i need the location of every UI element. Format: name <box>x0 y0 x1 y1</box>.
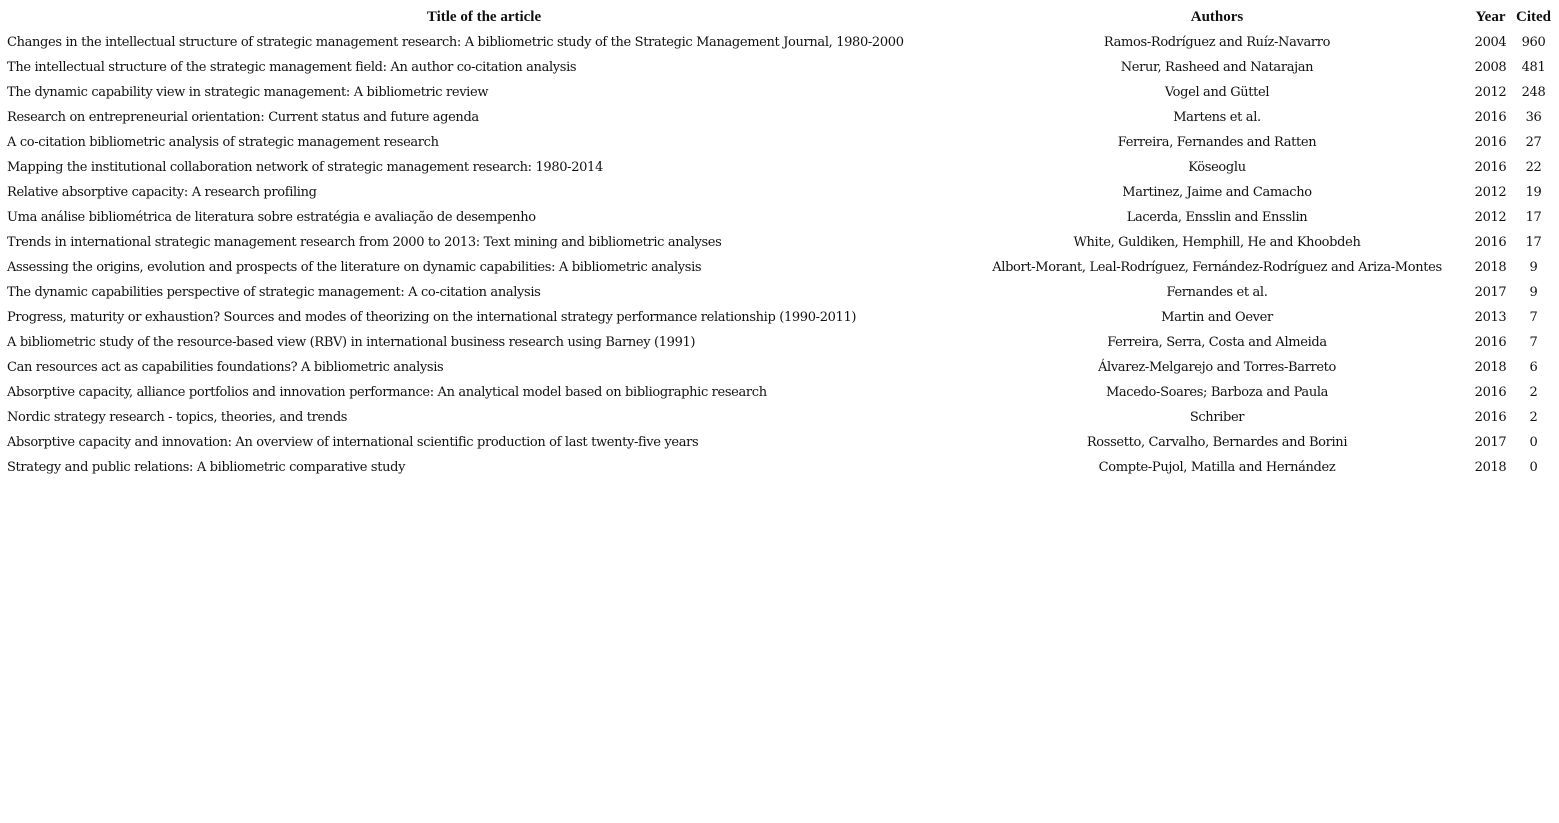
cited-cell: 27 <box>1525 135 1542 150</box>
authors-cell: Ramos-Rodríguez and Ruíz-Navarro <box>1103 35 1331 50</box>
authors-cell: Köseoglu <box>1188 160 1246 175</box>
cited-cell: 9 <box>1529 260 1538 275</box>
header-cited: Cited <box>1516 9 1551 25</box>
year-cell: 2012 <box>1474 85 1507 100</box>
year-cell: 2016 <box>1474 410 1507 425</box>
cited-cell: 17 <box>1525 235 1542 250</box>
cited-cell: 2 <box>1529 410 1538 425</box>
cited-cell: 248 <box>1521 85 1546 100</box>
authors-cell: Nerur, Rasheed and Natarajan <box>1120 60 1314 75</box>
year-cell: 2012 <box>1474 185 1507 200</box>
table-row <box>3 430 1555 455</box>
article-title-cell: Uma análise bibliométrica de literatura sobre estratégia e avaliação de desempenho <box>7 210 536 225</box>
header-year: Year <box>1475 9 1506 25</box>
year-cell: 2016 <box>1474 235 1507 250</box>
authors-cell: Rossetto, Carvalho, Bernardes and Borini <box>1086 435 1348 450</box>
cited-cell: 36 <box>1525 110 1542 125</box>
authors-cell: Vogel and Güttel <box>1164 85 1270 100</box>
authors-cell: Martens et al. <box>1173 110 1261 125</box>
table-row <box>3 305 1555 330</box>
table-row <box>3 105 1555 130</box>
article-title-cell: Mapping the institutional collaboration network of strategic management research: 1980-2014 <box>7 160 603 175</box>
cited-cell: 17 <box>1525 210 1542 225</box>
authors-cell: Albort-Morant, Leal-Rodríguez, Fernández-Rodríguez and Ariza-Montes <box>992 260 1442 275</box>
cited-cell: 22 <box>1525 160 1542 175</box>
authors-cell: Schriber <box>1189 410 1245 425</box>
article-title-cell: The intellectual structure of the strategic management field: An author co-citation analysis <box>7 60 577 75</box>
year-cell: 2004 <box>1474 35 1507 50</box>
articles-table <box>3 5 1555 480</box>
table-row <box>3 330 1555 355</box>
cited-cell: 7 <box>1529 310 1538 325</box>
table-row <box>3 130 1555 155</box>
authors-cell: White, Guldiken, Hemphill, He and Khoobdeh <box>1073 235 1361 250</box>
article-title-cell: A bibliometric study of the resource-based view (RBV) in international business research using Barney (1991) <box>7 335 696 350</box>
article-title-cell: A co-citation bibliometric analysis of strategic management research <box>7 135 439 150</box>
authors-cell: Lacerda, Ensslin and Ensslin <box>1126 210 1308 225</box>
table-row <box>3 180 1555 205</box>
table-row <box>3 155 1555 180</box>
authors-cell: Ferreira, Fernandes and Ratten <box>1117 135 1317 150</box>
article-title-cell: Strategy and public relations: A bibliometric comparative study <box>7 460 406 475</box>
article-title-cell: Relative absorptive capacity: A research profiling <box>7 185 317 200</box>
table-header-row <box>3 5 1555 30</box>
cited-cell: 19 <box>1525 185 1542 200</box>
cited-cell: 7 <box>1529 335 1538 350</box>
authors-cell: Fernandes et al. <box>1166 285 1268 300</box>
authors-cell: Martin and Oever <box>1161 310 1273 325</box>
article-title-cell: Trends in international strategic management research from 2000 to 2013: Text mining and bibliometric analyses <box>7 235 722 250</box>
article-title-cell: Assessing the origins, evolution and prospects of the literature on dynamic capabilities: A bibliometric analysis <box>7 260 702 275</box>
authors-cell: Macedo-Soares; Barboza and Paula <box>1105 385 1329 400</box>
article-title-cell: Changes in the intellectual structure of strategic management research: A bibliometric study of the Strategic Management Journal, 1980-2000 <box>7 35 904 50</box>
year-cell: 2016 <box>1474 385 1507 400</box>
year-cell: 2017 <box>1474 285 1507 300</box>
year-cell: 2016 <box>1474 110 1507 125</box>
authors-cell: Ferreira, Serra, Costa and Almeida <box>1107 335 1327 350</box>
table-row <box>3 205 1555 230</box>
header-title: Title of the article <box>426 9 542 25</box>
article-title-cell: The dynamic capability view in strategic management: A bibliometric review <box>7 85 489 100</box>
article-title-cell: Can resources act as capabilities foundations? A bibliometric analysis <box>7 360 444 375</box>
table-row <box>3 405 1555 430</box>
year-cell: 2018 <box>1474 360 1507 375</box>
cited-cell: 481 <box>1521 60 1546 75</box>
table-row <box>3 355 1555 380</box>
cited-cell: 960 <box>1521 35 1546 50</box>
cited-cell: 9 <box>1529 285 1538 300</box>
article-title-cell: Research on entrepreneurial orientation: Current status and future agenda <box>7 110 479 125</box>
year-cell: 2016 <box>1474 160 1507 175</box>
authors-cell: Álvarez-Melgarejo and Torres-Barreto <box>1097 360 1337 375</box>
article-title-cell: Progress, maturity or exhaustion? Sources and modes of theorizing on the international strategy performance relationship (1990-2011) <box>7 310 857 325</box>
table-row <box>3 280 1555 305</box>
table-row <box>3 255 1555 280</box>
table-row <box>3 455 1555 480</box>
cited-cell: 0 <box>1529 435 1538 450</box>
table-row <box>3 230 1555 255</box>
cited-cell: 6 <box>1529 360 1538 375</box>
table-row <box>3 80 1555 105</box>
year-cell: 2018 <box>1474 260 1507 275</box>
table-row <box>3 30 1555 55</box>
table-row <box>3 55 1555 80</box>
table-row <box>3 380 1555 405</box>
header-authors: Authors <box>1190 9 1244 25</box>
year-cell: 2013 <box>1474 310 1507 325</box>
year-cell: 2008 <box>1474 60 1507 75</box>
cited-cell: 0 <box>1529 460 1538 475</box>
year-cell: 2012 <box>1474 210 1507 225</box>
authors-cell: Compte-Pujol, Matilla and Hernández <box>1098 460 1336 475</box>
year-cell: 2016 <box>1474 135 1507 150</box>
table-body <box>3 30 1555 480</box>
article-title-cell: Nordic strategy research - topics, theories, and trends <box>7 410 348 425</box>
year-cell: 2017 <box>1474 435 1507 450</box>
authors-cell: Martinez, Jaime and Camacho <box>1122 185 1312 200</box>
article-title-cell: The dynamic capabilities perspective of strategic management: A co-citation analysis <box>7 285 541 300</box>
article-title-cell: Absorptive capacity and innovation: An overview of international scientific production of last twenty-five years <box>7 435 699 450</box>
year-cell: 2018 <box>1474 460 1507 475</box>
year-cell: 2016 <box>1474 335 1507 350</box>
cited-cell: 2 <box>1529 385 1538 400</box>
article-title-cell: Absorptive capacity, alliance portfolios and innovation performance: An analytical model based on bibliographic research <box>7 385 767 400</box>
